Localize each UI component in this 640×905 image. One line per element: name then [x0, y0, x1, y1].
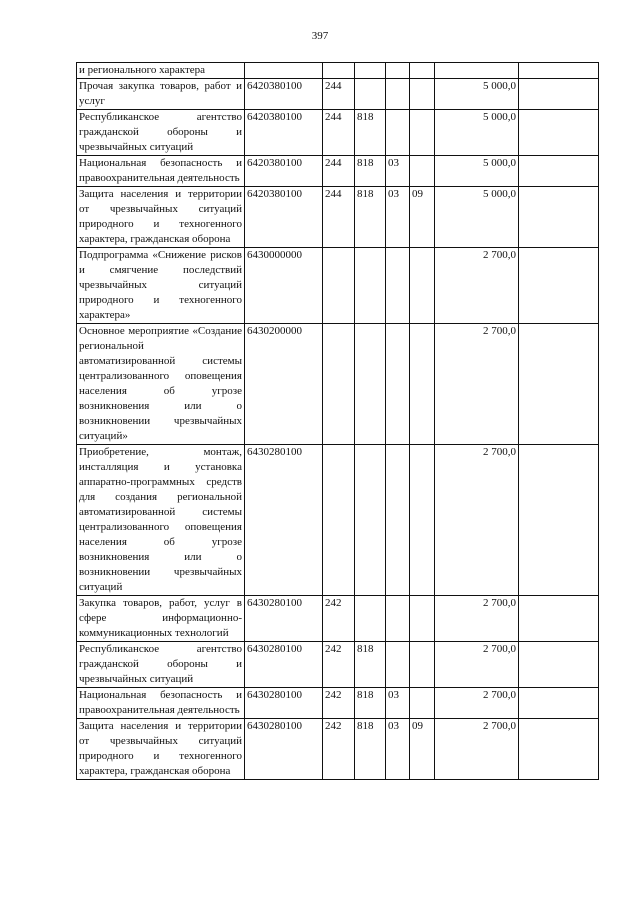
empty-column-cell — [519, 110, 599, 156]
administrator-code-cell — [355, 156, 386, 187]
expense-type-code-cell — [323, 596, 355, 642]
budget-table-body — [77, 63, 599, 780]
section-code-cell — [386, 688, 410, 719]
empty-column-cell — [519, 445, 599, 596]
expense-type-code-cell — [323, 445, 355, 596]
empty-column-cell — [519, 156, 599, 187]
empty-column-cell — [519, 642, 599, 688]
expense-type-code: 244 — [325, 80, 342, 92]
amount: 5 000,0 — [483, 188, 516, 200]
expense-type-code-cell — [323, 719, 355, 780]
expense-type-code-cell — [323, 156, 355, 187]
target-article-code: 6430280100 — [247, 689, 302, 701]
amount-cell — [435, 187, 519, 248]
section-code-cell — [386, 719, 410, 780]
row-name-cell — [77, 596, 245, 642]
administrator-code: 818 — [357, 111, 374, 123]
administrator-code-cell — [355, 248, 386, 324]
administrator-code-cell — [355, 187, 386, 248]
section-code-cell — [386, 596, 410, 642]
amount: 2 700,0 — [483, 643, 516, 655]
empty-column-cell — [519, 248, 599, 324]
subsection-code-cell — [410, 719, 435, 780]
subsection-code-cell — [410, 110, 435, 156]
row-name-cell — [77, 79, 245, 110]
row-name: Национальная безопасность и правоохранительная деятельность — [79, 157, 242, 184]
target-article-code: 6430280100 — [247, 597, 302, 609]
target-article-code-cell — [245, 248, 323, 324]
expense-type-code: 244 — [325, 188, 342, 200]
row-name: Республиканское агентство гражданской обороны и чрезвычайных ситуаций — [79, 643, 242, 685]
expense-type-code: 244 — [325, 157, 342, 169]
table-row — [77, 110, 599, 156]
administrator-code-cell — [355, 642, 386, 688]
section-code-cell — [386, 248, 410, 324]
target-article-code: 6420380100 — [247, 80, 302, 92]
administrator-code: 818 — [357, 188, 374, 200]
administrator-code-cell — [355, 63, 386, 79]
amount: 2 700,0 — [483, 689, 516, 701]
target-article-code-cell — [245, 324, 323, 445]
target-article-code-cell — [245, 63, 323, 79]
subsection-code-cell — [410, 688, 435, 719]
section-code-cell — [386, 110, 410, 156]
amount: 5 000,0 — [483, 80, 516, 92]
expense-type-code: 242 — [325, 643, 342, 655]
section-code-cell — [386, 324, 410, 445]
table-row — [77, 156, 599, 187]
section-code-cell — [386, 445, 410, 596]
subsection-code-cell — [410, 642, 435, 688]
administrator-code-cell — [355, 79, 386, 110]
row-name: Защита населения и территории от чрезвычайных ситуаций природного и техногенного характера, гражданская оборона — [79, 188, 242, 245]
target-article-code-cell — [245, 642, 323, 688]
amount: 2 700,0 — [483, 325, 516, 337]
target-article-code: 6420380100 — [247, 157, 302, 169]
expense-type-code-cell — [323, 187, 355, 248]
empty-column-cell — [519, 79, 599, 110]
empty-column-cell — [519, 187, 599, 248]
empty-column-cell — [519, 63, 599, 79]
empty-column-cell — [519, 596, 599, 642]
administrator-code-cell — [355, 445, 386, 596]
subsection-code: 09 — [412, 720, 423, 732]
row-name: и регионального характера — [79, 64, 206, 76]
administrator-code: 818 — [357, 643, 374, 655]
subsection-code: 09 — [412, 188, 423, 200]
target-article-code-cell — [245, 688, 323, 719]
amount-cell — [435, 688, 519, 719]
amount-cell — [435, 324, 519, 445]
section-code-cell — [386, 187, 410, 248]
amount-cell — [435, 596, 519, 642]
section-code-cell — [386, 63, 410, 79]
section-code-cell — [386, 79, 410, 110]
table-row — [77, 248, 599, 324]
row-name-cell — [77, 248, 245, 324]
table-row — [77, 324, 599, 445]
administrator-code: 818 — [357, 157, 374, 169]
row-name-cell — [77, 719, 245, 780]
amount-cell — [435, 642, 519, 688]
section-code-cell — [386, 642, 410, 688]
target-article-code-cell — [245, 110, 323, 156]
subsection-code-cell — [410, 445, 435, 596]
empty-column-cell — [519, 324, 599, 445]
row-name-cell — [77, 63, 245, 79]
row-name: Прочая закупка товаров, работ и услуг — [79, 80, 242, 107]
administrator-code-cell — [355, 324, 386, 445]
section-code: 03 — [388, 689, 399, 701]
row-name-cell — [77, 110, 245, 156]
expense-type-code-cell — [323, 248, 355, 324]
row-name-cell — [77, 642, 245, 688]
table-row — [77, 79, 599, 110]
subsection-code-cell — [410, 187, 435, 248]
expense-type-code: 242 — [325, 597, 342, 609]
amount-cell — [435, 79, 519, 110]
expense-type-code-cell — [323, 110, 355, 156]
target-article-code-cell — [245, 445, 323, 596]
row-name-cell — [77, 187, 245, 248]
table-row — [77, 187, 599, 248]
amount-cell — [435, 719, 519, 780]
amount-cell — [435, 156, 519, 187]
row-name-cell — [77, 156, 245, 187]
row-name-cell — [77, 324, 245, 445]
row-name: Основное мероприятие «Создание региональной автоматизированной системы централизованного оповещения населения об угрозе возникновения или о возникновении чрезвычайных ситуаций» — [79, 325, 242, 442]
amount-cell — [435, 445, 519, 596]
table-row — [77, 596, 599, 642]
administrator-code-cell — [355, 688, 386, 719]
empty-column-cell — [519, 688, 599, 719]
expense-type-code-cell — [323, 324, 355, 445]
row-name-cell — [77, 445, 245, 596]
expense-type-code-cell — [323, 642, 355, 688]
amount: 5 000,0 — [483, 157, 516, 169]
expense-type-code: 244 — [325, 111, 342, 123]
table-row — [77, 445, 599, 596]
section-code: 03 — [388, 188, 399, 200]
page-number: 397 — [311, 30, 329, 42]
subsection-code-cell — [410, 79, 435, 110]
table-row — [77, 63, 599, 79]
amount-cell — [435, 110, 519, 156]
subsection-code-cell — [410, 63, 435, 79]
row-name: Республиканское агентство гражданской обороны и чрезвычайных ситуаций — [79, 111, 242, 153]
row-name-cell — [77, 688, 245, 719]
target-article-code-cell — [245, 79, 323, 110]
target-article-code: 6430280100 — [247, 643, 302, 655]
subsection-code-cell — [410, 596, 435, 642]
table-row — [77, 719, 599, 780]
target-article-code: 6420380100 — [247, 188, 302, 200]
administrator-code-cell — [355, 719, 386, 780]
row-name: Национальная безопасность и правоохранительная деятельность — [79, 689, 242, 716]
subsection-code-cell — [410, 248, 435, 324]
administrator-code: 818 — [357, 720, 374, 732]
target-article-code: 6420380100 — [247, 111, 302, 123]
budget-table — [76, 62, 599, 780]
expense-type-code: 242 — [325, 689, 342, 701]
expense-type-code-cell — [323, 688, 355, 719]
target-article-code: 6430280100 — [247, 446, 302, 458]
amount: 2 700,0 — [483, 597, 516, 609]
subsection-code-cell — [410, 324, 435, 445]
expense-type-code-cell — [323, 63, 355, 79]
target-article-code: 6430000000 — [247, 249, 302, 261]
table-row — [77, 688, 599, 719]
amount-cell — [435, 248, 519, 324]
row-name: Подпрограмма «Снижение рисков и смягчение последствий чрезвычайных ситуаций природного и техногенного характера» — [79, 249, 242, 321]
row-name: Защита населения и территории от чрезвычайных ситуаций природного и техногенного характера, гражданская оборона — [79, 720, 242, 777]
target-article-code: 6430280100 — [247, 720, 302, 732]
amount: 2 700,0 — [483, 446, 516, 458]
row-name: Приобретение, монтаж, инсталляция и установка аппаратно-программных средств для создания региональной автоматизированной системы централизованного оповещения населения об угрозе возникновения или о возникновении чрезвычайных ситуаций — [79, 446, 242, 593]
empty-column-cell — [519, 719, 599, 780]
target-article-code-cell — [245, 719, 323, 780]
amount: 5 000,0 — [483, 111, 516, 123]
subsection-code-cell — [410, 156, 435, 187]
target-article-code-cell — [245, 156, 323, 187]
administrator-code: 818 — [357, 689, 374, 701]
section-code: 03 — [388, 720, 399, 732]
table-row — [77, 642, 599, 688]
amount: 2 700,0 — [483, 720, 516, 732]
administrator-code-cell — [355, 596, 386, 642]
expense-type-code: 242 — [325, 720, 342, 732]
amount: 2 700,0 — [483, 249, 516, 261]
section-code-cell — [386, 156, 410, 187]
target-article-code-cell — [245, 187, 323, 248]
expense-type-code-cell — [323, 79, 355, 110]
row-name: Закупка товаров, работ, услуг в сфере информационно-коммуникационных технологий — [79, 597, 242, 639]
target-article-code: 6430200000 — [247, 325, 302, 337]
administrator-code-cell — [355, 110, 386, 156]
target-article-code-cell — [245, 596, 323, 642]
section-code: 03 — [388, 157, 399, 169]
amount-cell — [435, 63, 519, 79]
